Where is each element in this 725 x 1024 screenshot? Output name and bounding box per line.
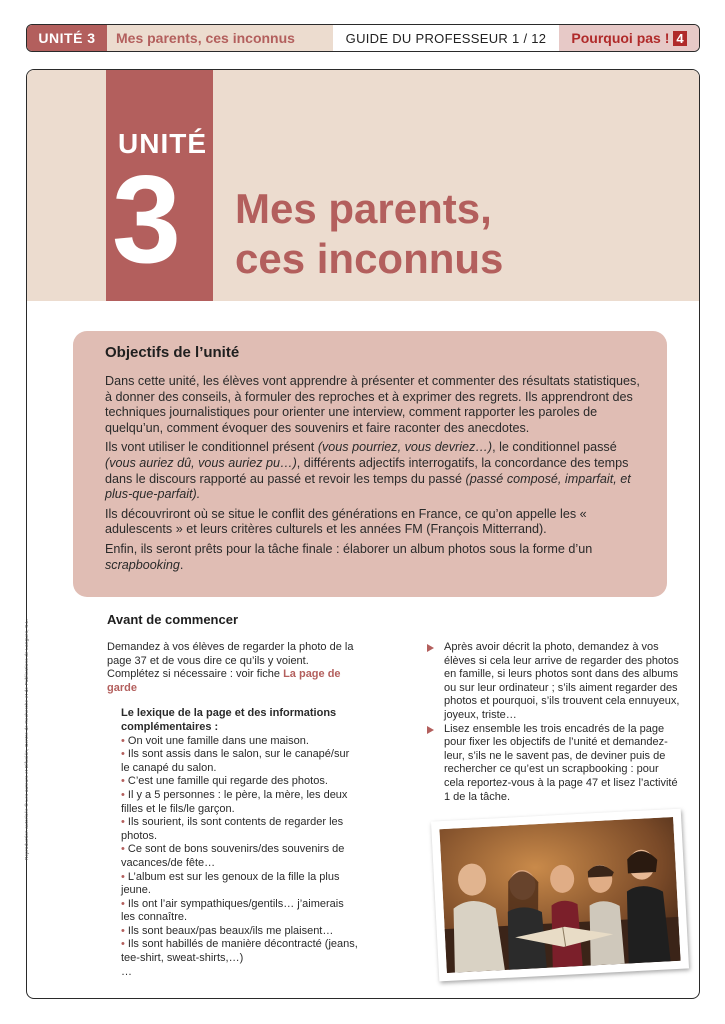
list-item-text: Il y a 5 personnes : le père, la mère, les deux filles et le fils/le garçon. [121,788,348,815]
list-item-text: Ils sont beaux/pas beaux/ils me plaisent… [127,924,334,937]
list-item-ellipsis: … [121,965,132,978]
unit-number: 3 [112,151,181,289]
bullet-icon: • [121,870,125,883]
text-run: . [179,557,184,572]
list-item [121,748,359,775]
instruction-item [427,723,681,805]
text-run-italic: (vous auriez dû, vous auriez pu…) [105,455,297,470]
text-run: Ils vont utiliser le conditionnel présent [105,440,318,455]
list-item [121,898,359,925]
arrow-bullet-icon [427,726,434,734]
objectives-heading: Objectifs de l’unité [105,344,240,361]
bullet-icon: • [121,748,125,761]
list-item [121,789,359,816]
unit-hero [27,70,699,301]
worksheet-link[interactable]: La page de garde [107,668,341,694]
list-item [121,925,359,939]
list-item [121,871,359,898]
list-item [121,816,359,843]
list-item [121,775,359,789]
objectives-paragraph [105,542,647,573]
copyright-notice: Reproduction autorisée © Les auteurs et Difusión, Centre de Recherche et de Publications de Langues, S.L. [24,618,29,860]
objectives-paragraph: Dans cette unité, les élèves vont apprendre à présenter et commenter des résultats statistiques, à donner des conseils, à formuler des reproches et à exprimer des regrets. Ils apprendront des techniques journalistiques pour orienter une interview, comment rapporter les paroles de quelqu’un, comment évoquer des souvenirs et faire raconter des anecdotes. [105,374,640,435]
brand-level-badge: 4 [673,31,686,46]
unit-title-line1: Mes parents, [235,185,492,232]
header-unit: UNITÉ 3 [27,25,107,51]
right-column [427,641,681,804]
list-item-text: Ils sourient, ils sont contents de regarder les photos. [121,816,344,842]
objectives-box [73,331,667,597]
list-item-text: On voit une famille dans une maison. [127,734,309,747]
text-run: , différents adjectifs interrogatifs, la concordance des temps dans le discours rapporté au passé et revoir les temps du passé [105,455,629,486]
family-photo [431,809,689,982]
bullet-icon: • [121,938,125,951]
unit-label: UNITÉ [118,128,207,159]
family-photo-image [439,817,680,973]
unit-badge [106,70,213,301]
header-unit-title: Mes parents, ces inconnus [107,25,333,51]
list-item-text: Ce sont de bons souvenirs/des souvenirs de vacances/de fête… [121,843,345,869]
instruction-text: Lisez ensemble les trois encadrés de la page pour fixer les objectifs de l’unité et demandez-leur, s’ils ne le savent pas, de deviner puis de rechercher ce qu’est un scrapbooking : pour cela reportez-vous à la page 47 et lisez l’activité 1 de la tâche. [444,722,678,803]
list-item-text: Ils sont habillés de manière décontracté (jeans, tee-shirt, sweat-shirts,…) [121,938,358,965]
bullet-icon: • [121,734,125,747]
list-item [121,735,359,749]
left-column [107,641,359,979]
arrow-bullet-icon [427,644,434,652]
bullet-icon: • [121,816,125,829]
list-item-text: Ils ont l’air sympathiques/gentils… j’aimerais les connaître. [121,897,344,924]
list-item-text: L’album est sur les genoux de la fille la plus jeune. [121,870,340,897]
list-item [121,938,359,965]
unit-title-line2: ces inconnus [235,235,504,282]
header-brand [559,25,699,51]
instruction-item [427,641,681,723]
header-bar [26,24,700,52]
bullet-icon: • [121,843,125,856]
unit-title [235,184,503,284]
intro-paragraph [107,641,359,695]
bullet-icon: • [121,775,125,788]
bullet-icon: • [121,924,125,937]
text-run: Demandez à vos élèves de regarder la photo de la page 37 et de vous dire ce qu’ils y voient. Complétez si nécessaire : voir fiche [107,641,354,681]
bullet-icon: • [121,897,125,910]
lexique-title: Le lexique de la page et des informations complémentaires : [121,707,337,733]
list-item-text: Ils sont assis dans le salon, sur le canapé/sur le canapé du salon. [121,748,350,774]
objectives-paragraph [105,440,647,502]
text-run-italic: (passé composé, imparfait, et plus-que-parfait). [105,471,631,502]
before-starting-heading: Avant de commencer [107,612,239,627]
text-run: , le conditionnel passé [492,440,617,455]
text-run: Enfin, ils seront prêts pour la tâche finale : élaborer un album photos sous la forme d’un [105,541,593,556]
text-run-italic: scrapbooking [105,557,180,572]
text-run-italic: (vous pourriez, vous devriez…) [317,440,493,455]
page-frame [26,69,700,999]
lexique-list [107,735,359,980]
header-guide-page: GUIDE DU PROFESSEUR 1 / 12 [345,30,547,46]
list-item-text: C’est une famille qui regarde des photos. [127,775,328,788]
objectives-paragraph: Ils découvriront où se situe le conflit des générations en France, ce qu’on appelle les « adulescents » et leurs critères culturels et les années FM (François Mitterrand). [105,506,587,537]
list-item [121,843,359,870]
instruction-text: Après avoir décrit la photo, demandez à vos élèves si cela leur arrive de regarder des photos en famille, si leurs photos sont dans des albums ou sur leur ordinateur ; s’ils aiment regarder des photos et pourquoi, s’ils trouvent cela ennuyeux, joyeux, triste… [444,641,680,721]
brand-name: Pourquoi pas ! [571,30,670,46]
bullet-icon: • [121,788,125,801]
